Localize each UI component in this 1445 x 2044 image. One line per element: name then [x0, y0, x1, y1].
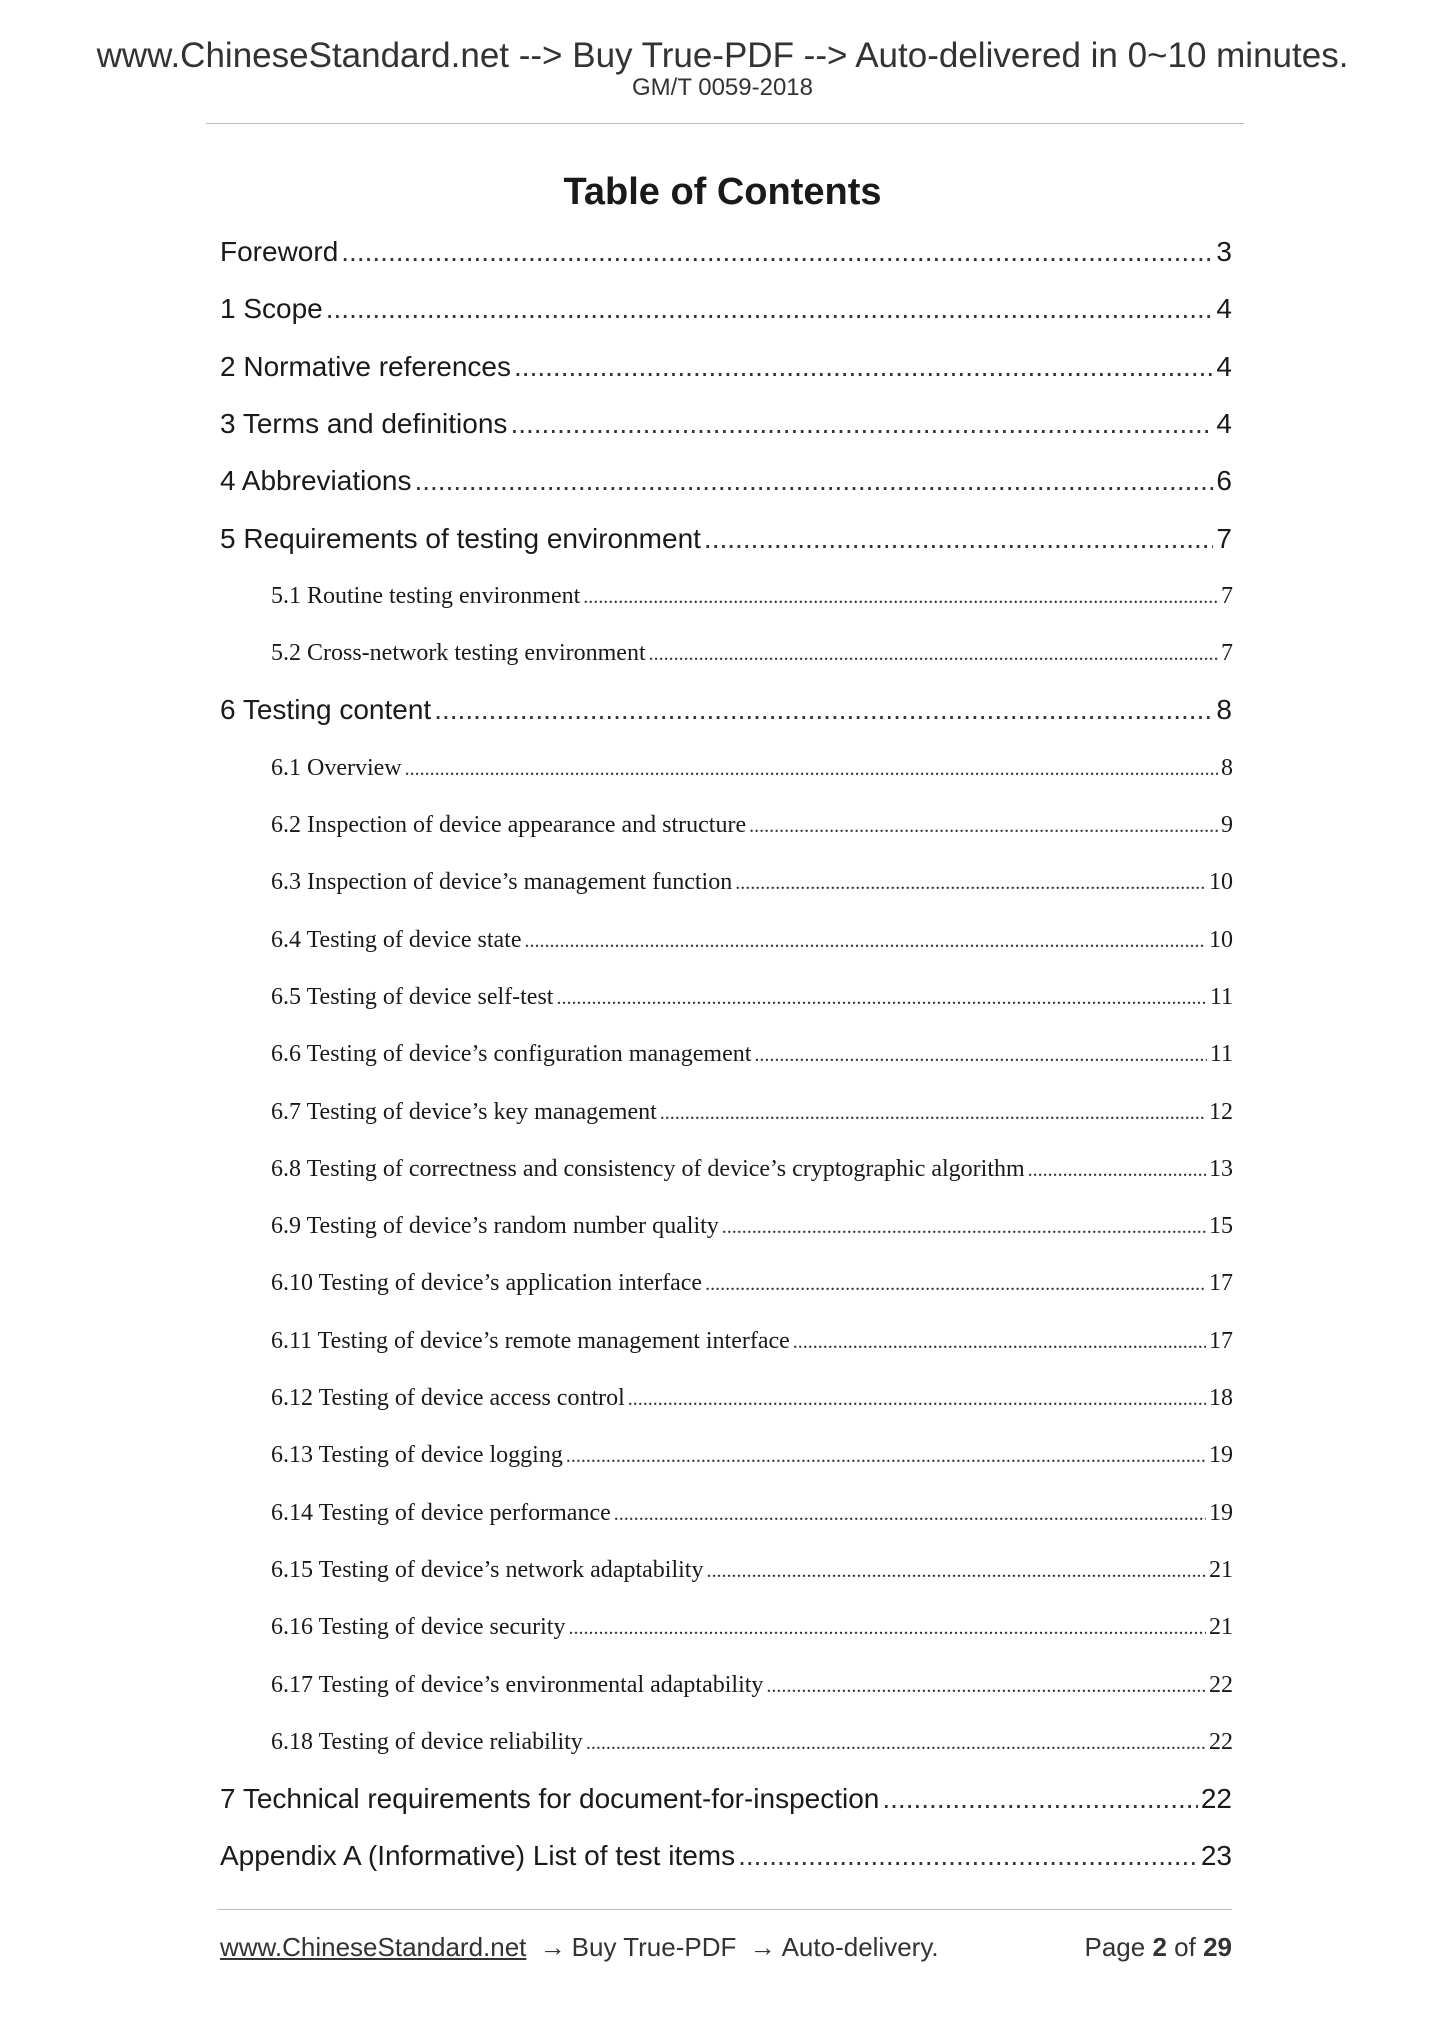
toc-dot-leader — [434, 690, 1213, 730]
toc-dot-leader — [749, 805, 1218, 845]
toc-entry[interactable] — [271, 1722, 1233, 1762]
toc-entry-title: 1 Scope — [220, 293, 323, 324]
right-arrow-icon: → — [749, 1932, 776, 1962]
toc-entry-title: 6.14 Testing of device performance — [271, 1500, 611, 1526]
toc-entry[interactable] — [220, 1836, 1232, 1876]
toc-entry[interactable] — [220, 404, 1232, 444]
toc-entry[interactable] — [271, 1493, 1233, 1533]
toc-entry[interactable] — [220, 461, 1232, 501]
toc-entry-title: 7 Technical requirements for document-for-inspection — [220, 1783, 880, 1814]
toc-entry-page: 22 — [1209, 1729, 1233, 1755]
toc-entry-title: 5.1 Routine testing environment — [271, 583, 581, 609]
toc-entry-page: 17 — [1209, 1328, 1233, 1354]
toc-entry[interactable] — [271, 748, 1233, 788]
toc-entry-page: 10 — [1209, 869, 1233, 895]
toc-dot-leader — [738, 1836, 1198, 1876]
toc-dot-leader — [793, 1321, 1206, 1361]
toc-entry[interactable] — [271, 576, 1233, 616]
toc-entry-title: 6.3 Inspection of device’s management function — [271, 869, 733, 895]
toc-entry-page: 7 — [1221, 640, 1233, 666]
toc-entry-title: 6.4 Testing of device state — [271, 927, 522, 953]
toc-entry-title: 3 Terms and definitions — [220, 408, 508, 439]
toc-entry-page: 4 — [1216, 293, 1232, 324]
toc-dot-leader — [704, 519, 1214, 559]
toc-entry-title: 6.8 Testing of correctness and consistency of device’s cryptographic algorithm — [271, 1156, 1025, 1182]
toc-entry-page: 12 — [1209, 1099, 1233, 1125]
toc-entry-page: 13 — [1209, 1156, 1233, 1182]
toc-dot-leader — [341, 232, 1213, 272]
toc-dot-leader — [722, 1206, 1206, 1246]
page-total: 29 — [1203, 1932, 1232, 1962]
toc-entry-title: 4 Abbreviations — [220, 465, 412, 496]
toc-entry[interactable] — [271, 1607, 1233, 1647]
toc-entry-title: 6.18 Testing of device reliability — [271, 1729, 583, 1755]
toc-entry-title: Appendix A (Informative) List of test items — [220, 1840, 736, 1871]
footer-delivery-text: Auto-delivery. — [781, 1932, 939, 1962]
toc-entry-page: 8 — [1221, 755, 1233, 781]
toc-dot-leader — [566, 1435, 1206, 1475]
toc-dot-leader — [766, 1665, 1206, 1705]
toc-entry[interactable] — [271, 1263, 1233, 1303]
toc-entry[interactable] — [271, 1665, 1233, 1705]
toc-entry-page: 11 — [1209, 1041, 1233, 1067]
toc-dot-leader — [754, 1034, 1206, 1074]
toc-entry-title: 5 Requirements of testing environment — [220, 523, 701, 554]
toc-dot-leader — [649, 633, 1218, 673]
toc-dot-leader — [405, 748, 1218, 788]
toc-dot-leader — [414, 461, 1213, 501]
toc-dot-leader — [568, 1607, 1206, 1647]
toc-entry-page: 17 — [1209, 1270, 1233, 1296]
toc-entry-title: 2 Normative references — [220, 351, 512, 382]
toc-title: Table of Contents — [563, 171, 882, 213]
toc-dot-leader — [882, 1779, 1197, 1819]
toc-dot-leader — [524, 920, 1206, 960]
toc-entry-title: 6.9 Testing of device’s random number quality — [271, 1213, 719, 1239]
toc-entry[interactable] — [271, 862, 1233, 902]
toc-entry-page: 4 — [1216, 408, 1232, 439]
toc-dot-leader — [705, 1263, 1206, 1303]
page-current: 2 — [1152, 1932, 1167, 1962]
toc-dot-leader — [586, 1722, 1206, 1762]
toc-entry-title: 6.11 Testing of device’s remote management interface — [271, 1328, 790, 1354]
toc-entry-page: 15 — [1209, 1213, 1233, 1239]
page-footer — [220, 1929, 1232, 1965]
toc-entry[interactable] — [271, 1092, 1233, 1132]
toc-entry-title: Foreword — [220, 236, 339, 267]
toc-dot-leader — [514, 347, 1213, 387]
toc-entry-title: 6.7 Testing of device’s key management — [271, 1099, 657, 1125]
toc-entry-title: 6.17 Testing of device’s environmental adaptability — [271, 1672, 764, 1698]
toc-entry-page: 7 — [1216, 523, 1232, 554]
toc-entry[interactable] — [271, 1034, 1233, 1074]
footer-promo — [220, 1929, 939, 1965]
toc-dot-leader — [510, 404, 1213, 444]
page-of-label: of — [1174, 1932, 1196, 1962]
toc-entry[interactable] — [271, 1321, 1233, 1361]
toc-entry[interactable] — [220, 1779, 1232, 1819]
document-code: GM/T 0059-2018 — [632, 74, 813, 101]
toc-entry-title: 5.2 Cross-network testing environment — [271, 640, 646, 666]
toc-dot-leader — [628, 1378, 1206, 1418]
page-label: Page — [1084, 1932, 1146, 1962]
toc-entry-page: 9 — [1221, 812, 1233, 838]
toc-dot-leader — [706, 1550, 1206, 1590]
toc-entry-title: 6 Testing content — [220, 694, 432, 725]
toc-entry[interactable] — [220, 232, 1232, 272]
toc-entry-title: 6.2 Inspection of device appearance and structure — [271, 812, 747, 838]
toc-entry-page: 3 — [1216, 236, 1232, 267]
toc-entry[interactable] — [271, 1378, 1233, 1418]
toc-entry-page: 4 — [1216, 351, 1232, 382]
toc-entry-title: 6.6 Testing of device’s configuration management — [271, 1041, 752, 1067]
toc-entry-page: 22 — [1209, 1672, 1233, 1698]
footer-buy-text: Buy True-PDF — [571, 1932, 737, 1962]
toc-entry-page: 22 — [1200, 1783, 1232, 1814]
toc-dot-leader — [326, 289, 1214, 329]
toc-entry[interactable] — [271, 1550, 1233, 1590]
right-arrow-icon: → — [539, 1932, 566, 1962]
toc-dot-leader — [1028, 1149, 1206, 1189]
toc-dot-leader — [735, 862, 1206, 902]
toc-entry[interactable] — [271, 1435, 1233, 1475]
toc-entry-page: 19 — [1209, 1500, 1233, 1526]
toc-entry-title: 6.1 Overview — [271, 755, 402, 781]
toc-entry-title: 6.15 Testing of device’s network adaptability — [271, 1557, 704, 1583]
toc-entry[interactable] — [271, 920, 1233, 960]
toc-dot-leader — [583, 576, 1218, 616]
footer-divider — [218, 1909, 1232, 1910]
toc-entry[interactable] — [220, 519, 1232, 559]
toc-entry-title: 6.10 Testing of device’s application interface — [271, 1270, 703, 1296]
toc-entry-page: 21 — [1209, 1557, 1233, 1583]
header-divider — [206, 123, 1244, 124]
toc-entry-page: 18 — [1209, 1385, 1233, 1411]
toc-entry-page: 7 — [1221, 583, 1233, 609]
toc-entry-title: 6.5 Testing of device self-test — [271, 984, 554, 1010]
page-indicator — [1084, 1929, 1232, 1965]
toc-entry-page: 21 — [1209, 1614, 1233, 1640]
toc-entry-title: 6.16 Testing of device security — [271, 1614, 566, 1640]
toc-entry-page: 8 — [1216, 694, 1232, 725]
toc-entry-page: 6 — [1216, 465, 1232, 496]
top-banner[interactable]: www.ChineseStandard.net --> Buy True-PDF --> Auto-delivered in 0~10 minutes. — [96, 36, 1349, 75]
toc-entry-page: 11 — [1209, 984, 1233, 1010]
toc-entry[interactable] — [271, 1206, 1233, 1246]
toc-entry[interactable] — [271, 977, 1233, 1017]
toc-entry[interactable] — [271, 1149, 1233, 1189]
toc-dot-leader — [660, 1092, 1206, 1132]
toc-entry[interactable] — [271, 633, 1233, 673]
toc-entry-page: 19 — [1209, 1442, 1233, 1468]
footer-site-link[interactable]: www.ChineseStandard.net — [220, 1932, 527, 1962]
toc-dot-leader — [614, 1493, 1206, 1533]
toc-entry[interactable] — [271, 805, 1233, 845]
toc-dot-leader — [556, 977, 1206, 1017]
toc-entry[interactable] — [220, 690, 1232, 730]
toc-entry-page: 10 — [1209, 927, 1233, 953]
toc-entry[interactable] — [220, 289, 1232, 329]
toc-entry-page: 23 — [1200, 1840, 1232, 1871]
toc-entry-title: 6.13 Testing of device logging — [271, 1442, 563, 1468]
toc-entry[interactable] — [220, 347, 1232, 387]
toc-entry-title: 6.12 Testing of device access control — [271, 1385, 625, 1411]
